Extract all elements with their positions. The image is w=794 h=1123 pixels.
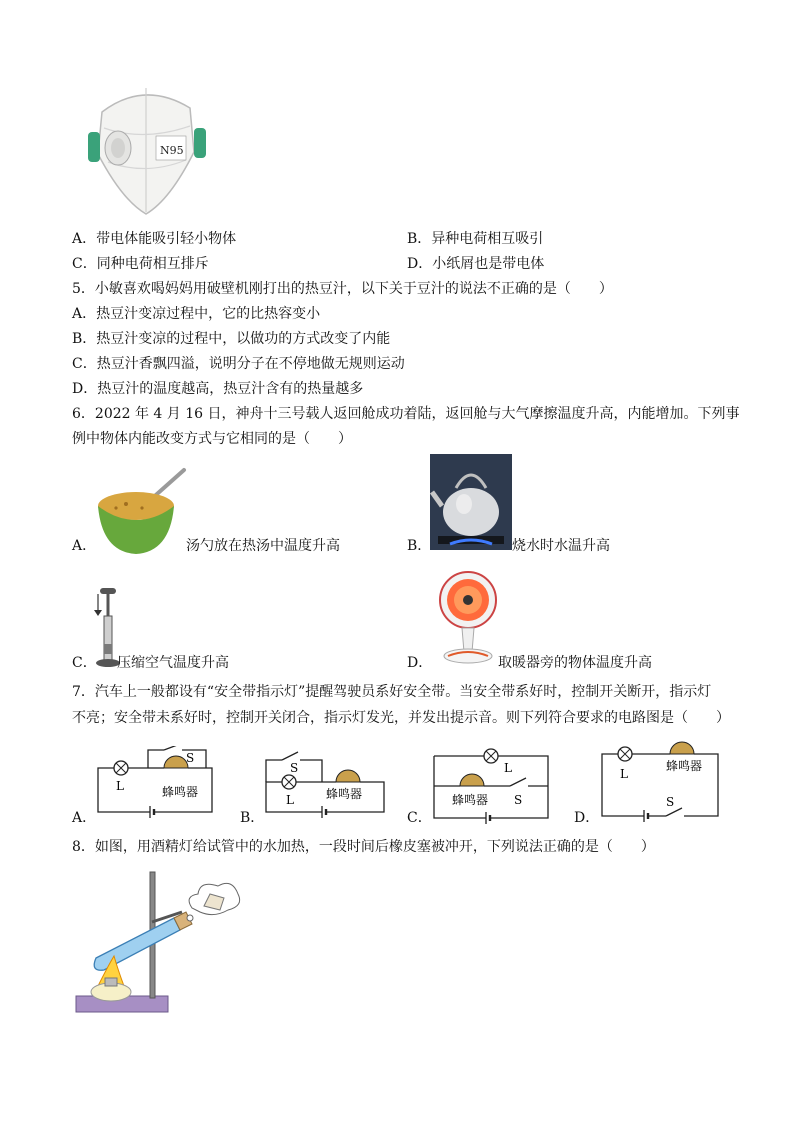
soup-bowl-figure: [96, 462, 188, 558]
circuit-b-switch-label: S: [290, 761, 299, 775]
q6-option-c-text[interactable]: 压缩空气温度升高: [117, 655, 229, 671]
circuit-d-diagram[interactable]: [598, 740, 724, 826]
q6-option-a-letter[interactable]: A．: [72, 538, 97, 554]
circuit-d-switch-label: S: [666, 795, 675, 809]
circuit-c-buzzer-label: 蜂鸣器: [452, 793, 489, 807]
q5-stem: 5．小敏喜欢喝妈妈用破壁机刚打出的热豆汁，以下关于豆汁的说法不正确的是（ ）: [72, 281, 613, 297]
circuit-b-buzzer-label: 蜂鸣器: [326, 787, 363, 801]
circuit-a-diagram[interactable]: [92, 746, 222, 826]
mask-icon: [82, 82, 212, 216]
q7-option-b-letter[interactable]: B．: [240, 810, 265, 826]
q5-option-a[interactable]: A．热豆汁变凉过程中，它的比热容变小: [72, 306, 321, 322]
soup-bowl-icon: [96, 462, 188, 558]
circuit-a-switch-label: S: [186, 751, 195, 765]
heater-figure: [434, 570, 502, 666]
circuit-d-lamp-label: L: [620, 767, 628, 781]
q4-option-a[interactable]: A．带电体能吸引轻小物体: [72, 231, 237, 247]
q6-stem-line2: 例中物体内能改变方式与它相同的是（ ）: [72, 431, 352, 447]
q5-option-c[interactable]: C．热豆汁香飘四溢，说明分子在不停地做无规则运动: [72, 356, 405, 372]
q6-option-c-letter[interactable]: C．: [72, 655, 97, 671]
test-tube-figure: [74, 866, 244, 1016]
circuit-c-diagram[interactable]: [430, 742, 554, 826]
q6-option-a-text[interactable]: 汤勺放在热汤中温度升高: [186, 538, 340, 554]
q6-option-b-letter[interactable]: B．: [407, 538, 432, 554]
mask-figure: [82, 82, 212, 216]
test-tube-heating-icon: [74, 866, 244, 1016]
q7-option-c-letter[interactable]: C．: [407, 810, 432, 826]
q4-option-b[interactable]: B．异种电荷相互吸引: [407, 231, 544, 247]
q7-option-d-letter[interactable]: D．: [574, 810, 600, 826]
circuit-c-lamp-label: L: [504, 761, 512, 775]
circuit-a-buzzer-label: 蜂鸣器: [162, 785, 199, 799]
q6-option-d-text[interactable]: 取暖器旁的物体温度升高: [498, 655, 652, 671]
q7-stem-line2: 不亮；安全带未系好时，控制开关闭合，指示灯发光，并发出提示音。则下列符合要求的电路图是（ ）: [72, 710, 730, 726]
q8-stem: 8．如图，用酒精灯给试管中的水加热，一段时间后橡皮塞被冲开，下列说法正确的是（ ）: [72, 839, 655, 855]
q6-option-d-letter[interactable]: D．: [407, 655, 433, 671]
q5-option-d[interactable]: D．热豆汁的温度越高，热豆汁含有的热量越多: [72, 381, 364, 397]
q6-stem-line1: 6．2022 年 4 月 16 日，神舟十三号载人返回舱成功着陆，返回舱与大气摩擦温度升高，内能增加。下列事: [72, 406, 740, 422]
circuit-b-lamp-label: L: [286, 793, 294, 807]
circuit-c-switch-label: S: [514, 793, 523, 807]
mask-label: N95: [160, 144, 184, 157]
q4-option-d[interactable]: D．小纸屑也是带电体: [407, 256, 545, 272]
heater-icon: [434, 570, 502, 666]
q5-option-b[interactable]: B．热豆汁变凉的过程中，以做功的方式改变了内能: [72, 331, 391, 347]
q6-option-b-text[interactable]: 烧水时水温升高: [512, 538, 610, 554]
circuit-b-diagram[interactable]: [262, 746, 392, 826]
kettle-figure: [430, 454, 512, 550]
circuit-d-buzzer-label: 蜂鸣器: [666, 759, 703, 773]
q7-option-a-letter[interactable]: A．: [72, 810, 97, 826]
q7-stem-line1: 7．汽车上一般都设有“安全带指示灯”提醒驾驶员系好安全带。当安全带系好时，控制开关断开，指示灯: [72, 684, 712, 700]
circuit-a-lamp-label: L: [116, 779, 124, 793]
q4-option-c[interactable]: C．同种电荷相互排斥: [72, 256, 209, 272]
kettle-icon: [430, 454, 512, 550]
